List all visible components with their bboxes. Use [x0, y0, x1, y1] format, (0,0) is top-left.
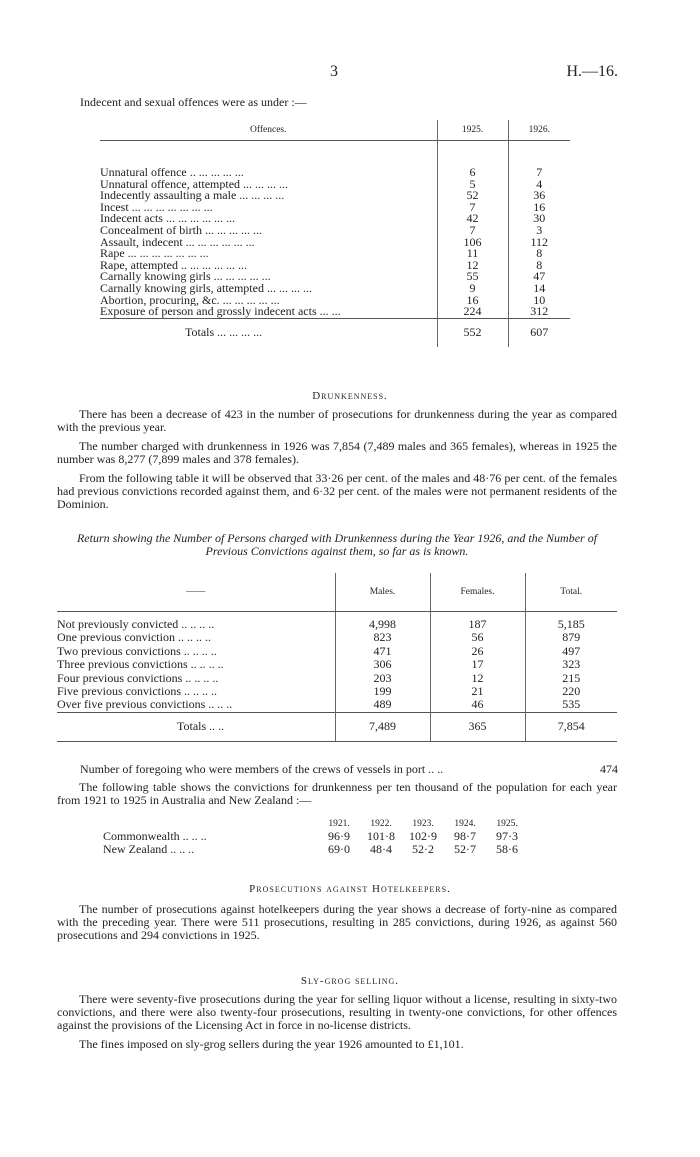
row-label: Four previous convictions .. .. .. ..: [57, 670, 219, 685]
row-label: Incest ... ... ... ... ... ... ...: [100, 201, 213, 214]
value-1926: 3: [508, 225, 570, 237]
drunkenness-text: [57, 408, 617, 517]
value-1926: 4: [508, 179, 570, 191]
table-row: [57, 645, 617, 658]
row-label: Over five previous convictions .. .. ..: [57, 697, 233, 712]
row-label: Unnatural offence, attempted ... ... ... ...: [100, 178, 289, 191]
row-label: Indecent acts ... ... ... ... ... ...: [100, 213, 235, 225]
row-label: One previous conviction .. .. .. ..: [57, 630, 211, 645]
value-1925: 9: [437, 283, 508, 295]
value-males: 203: [335, 672, 430, 685]
table-row: [100, 248, 570, 260]
value-females: 12: [430, 672, 525, 685]
value-total: 879: [525, 631, 617, 644]
value-females: 187: [430, 618, 525, 631]
drunkenness-table-caption: Return showing the Number of Persons charged with Drunkenness during the Year 1926, and the Number of Previous Convictions against them, so far as is known.: [76, 531, 598, 558]
sexual-offences-intro: Indecent and sexual offences were as under :—: [80, 95, 307, 109]
paragraph: The fines imposed on sly-grog sellers during the year 1926 amounted to £1,101.: [79, 1037, 464, 1051]
year-header: 1923.: [412, 819, 434, 829]
value-total: 220: [525, 685, 617, 698]
value-females: 46: [430, 698, 525, 712]
row-label: Two previous convictions .. .. .. ..: [57, 643, 217, 658]
value: 58·6: [496, 842, 518, 856]
paragraph: There has been a decrease of 423 in the number of prosecutions for drunkenness during the year as compared with the previous year.: [57, 407, 617, 434]
sexual-offences-table: [100, 120, 570, 347]
value-1925: 224: [437, 306, 508, 318]
row-label: Five previous convictions .. .. .. ..: [57, 684, 217, 699]
table-row: [100, 202, 570, 214]
value-1926: 7: [508, 167, 570, 179]
value-1925: 55: [437, 271, 508, 283]
row-label: Not previously convicted .. .. .. ..: [57, 617, 215, 631]
totals-label: Totals .. ..: [57, 712, 335, 741]
hotelkeepers-text: [57, 903, 617, 948]
total-females: 365: [430, 712, 525, 741]
column-header-blank: ——: [57, 573, 335, 612]
sly-grog-heading: Sly-grog selling.: [300, 975, 400, 987]
paragraph: The following table shows the convictions for drunkenness per ten thousand of the population for each year from 1921 to 1925 in Australia and New Zealand :—: [57, 780, 617, 807]
comparison-intro: [57, 781, 617, 813]
table-row: [100, 306, 570, 318]
row-label: Indecently assaulting a male ... ... ... ...: [100, 190, 285, 202]
table-row: [100, 179, 570, 191]
value-1926: 312: [508, 306, 570, 318]
value-1925: 12: [437, 260, 508, 272]
value-1926: 36: [508, 190, 570, 202]
total-1925: 552: [437, 318, 508, 347]
row-label: Carnally knowing girls ... ... ... ... ...: [100, 271, 271, 283]
drunkenness-heading: Drunkenness.: [312, 390, 388, 402]
table-row: [57, 618, 617, 631]
column-header-offences: Offences.: [100, 120, 437, 141]
value-males: 306: [335, 658, 430, 671]
value-1925: 6: [437, 167, 508, 179]
table-row: [100, 190, 570, 202]
value-total: 323: [525, 658, 617, 671]
table-row: [100, 167, 570, 179]
value: 48·4: [370, 842, 392, 856]
column-header-1926: 1926.: [508, 120, 570, 141]
sly-grog-text: [57, 993, 617, 1057]
value-males: 489: [335, 698, 430, 712]
value-1926: 112: [508, 237, 570, 249]
paragraph: The number of prosecutions against hotelkeepers during the year shows a decrease of forty-nine as compared with the preceding year. There were 511 prosecutions, resulting in 285 convictions, during 1926, as against 560 prosecutions and 294 convictions in 1925.: [57, 902, 617, 942]
value-1926: 16: [508, 202, 570, 214]
crew-value: 474: [600, 762, 618, 776]
value-1926: 10: [508, 295, 570, 307]
value-1925: 42: [437, 213, 508, 225]
year-header: 1925.: [496, 819, 518, 829]
crew-text: Number of foregoing who were members of the crews of vessels in port .. ..: [80, 762, 444, 776]
comparison-table: [103, 818, 528, 856]
table-row: [57, 698, 617, 712]
total-males: 7,489: [335, 712, 430, 741]
value-1926: 30: [508, 213, 570, 225]
totals-row: [100, 318, 570, 347]
table-row: [57, 685, 617, 698]
value-females: 56: [430, 631, 525, 644]
drunkenness-table: [57, 573, 617, 742]
row-label: Concealment of birth ... ... ... ... ...: [100, 224, 262, 237]
value: 96·9: [328, 829, 350, 843]
paragraph: The number charged with drunkenness in 1926 was 7,854 (7,489 males and 365 females), whereas in 1925 the number was 8,277 (7,899 males and 378 females).: [57, 439, 617, 466]
value-females: 26: [430, 645, 525, 658]
value-total: 497: [525, 645, 617, 658]
value: 52·2: [412, 842, 434, 856]
value-1925: 5: [437, 179, 508, 191]
value-1926: 8: [508, 260, 570, 272]
table-row: [103, 843, 528, 856]
column-header-total: Total.: [525, 573, 617, 612]
year-header: 1924.: [454, 819, 476, 829]
year-header: 1922.: [370, 819, 392, 829]
row-label: Commonwealth .. .. ..: [103, 829, 207, 843]
row-label: New Zealand .. .. ..: [103, 842, 195, 856]
value: 102·9: [409, 829, 437, 843]
value: 101·8: [367, 829, 395, 843]
table-row: [100, 237, 570, 249]
value-1925: 11: [437, 248, 508, 260]
row-label: Three previous convictions .. .. .. ..: [57, 657, 224, 672]
table-row: [100, 260, 570, 272]
row-label: Carnally knowing girls, attempted ... ... ... ...: [100, 282, 312, 295]
table-row: [100, 283, 570, 295]
row-label: Exposure of person and grossly indecent acts ... ...: [100, 306, 341, 319]
value-1926: 8: [508, 248, 570, 260]
row-label: Rape ... ... ... ... ... ... ...: [100, 248, 209, 260]
value-1926: 14: [508, 283, 570, 295]
value-males: 471: [335, 645, 430, 658]
year-header: 1921.: [328, 819, 350, 829]
value-total: 5,185: [525, 618, 617, 631]
column-header-males: Males.: [335, 573, 430, 612]
value-1925: 52: [437, 190, 508, 202]
value-1926: 47: [508, 271, 570, 283]
table-row: [100, 271, 570, 283]
page-number: 3: [330, 63, 338, 80]
value: 97·3: [496, 829, 518, 843]
paragraph: From the following table it will be observed that 33·26 per cent. of the males and 48·76 per cent. of the females had previous convictions recorded against them, and 6·32 per cent. of the males were not permanent residents of the Dominion.: [57, 471, 617, 511]
value-1925: 16: [437, 295, 508, 307]
total-1926: 607: [508, 318, 570, 347]
value: 69·0: [328, 842, 350, 856]
table-row: [57, 672, 617, 685]
value-males: 199: [335, 685, 430, 698]
value-males: 823: [335, 631, 430, 644]
totals-row: [57, 712, 617, 741]
table-row: [100, 225, 570, 237]
value-1925: 106: [437, 237, 508, 249]
column-header-1925: 1925.: [437, 120, 508, 141]
table-row: [57, 658, 617, 671]
total-total: 7,854: [525, 712, 617, 741]
value-total: 215: [525, 672, 617, 685]
totals-label: Totals ... ... ... ...: [100, 318, 437, 347]
value-males: 4,998: [335, 618, 430, 631]
value: 98·7: [454, 829, 476, 843]
value-total: 535: [525, 698, 617, 712]
hotelkeepers-heading: Prosecutions against Hotelkeepers.: [249, 883, 451, 895]
table-row: [57, 631, 617, 644]
table-row: [100, 213, 570, 225]
paragraph: There were seventy-five prosecutions during the year for selling liquor without a license, resulting in sixty-two convictions, and there were also twenty-four prosecutions, resulting in twenty-one convictions, for other offences against the provisions of the Licensing Act in force in no-license districts.: [57, 992, 617, 1032]
document-reference: H.—16.: [566, 63, 618, 80]
value-1925: 7: [437, 225, 508, 237]
row-label: Rape, attempted .. ... ... ... ... ...: [100, 259, 247, 272]
row-label: Unnatural offence .. ... ... ... ...: [100, 167, 244, 179]
row-label: Assault, indecent ... ... ... ... ... ...: [100, 236, 255, 249]
table-row: [100, 295, 570, 307]
value-females: 21: [430, 685, 525, 698]
value-females: 17: [430, 658, 525, 671]
crew-members-line: [80, 762, 618, 777]
column-header-females: Females.: [430, 573, 525, 612]
row-label: Abortion, procuring, &c. ... ... ... ... ...: [100, 294, 280, 307]
value-1925: 7: [437, 202, 508, 214]
value: 52·7: [454, 842, 476, 856]
